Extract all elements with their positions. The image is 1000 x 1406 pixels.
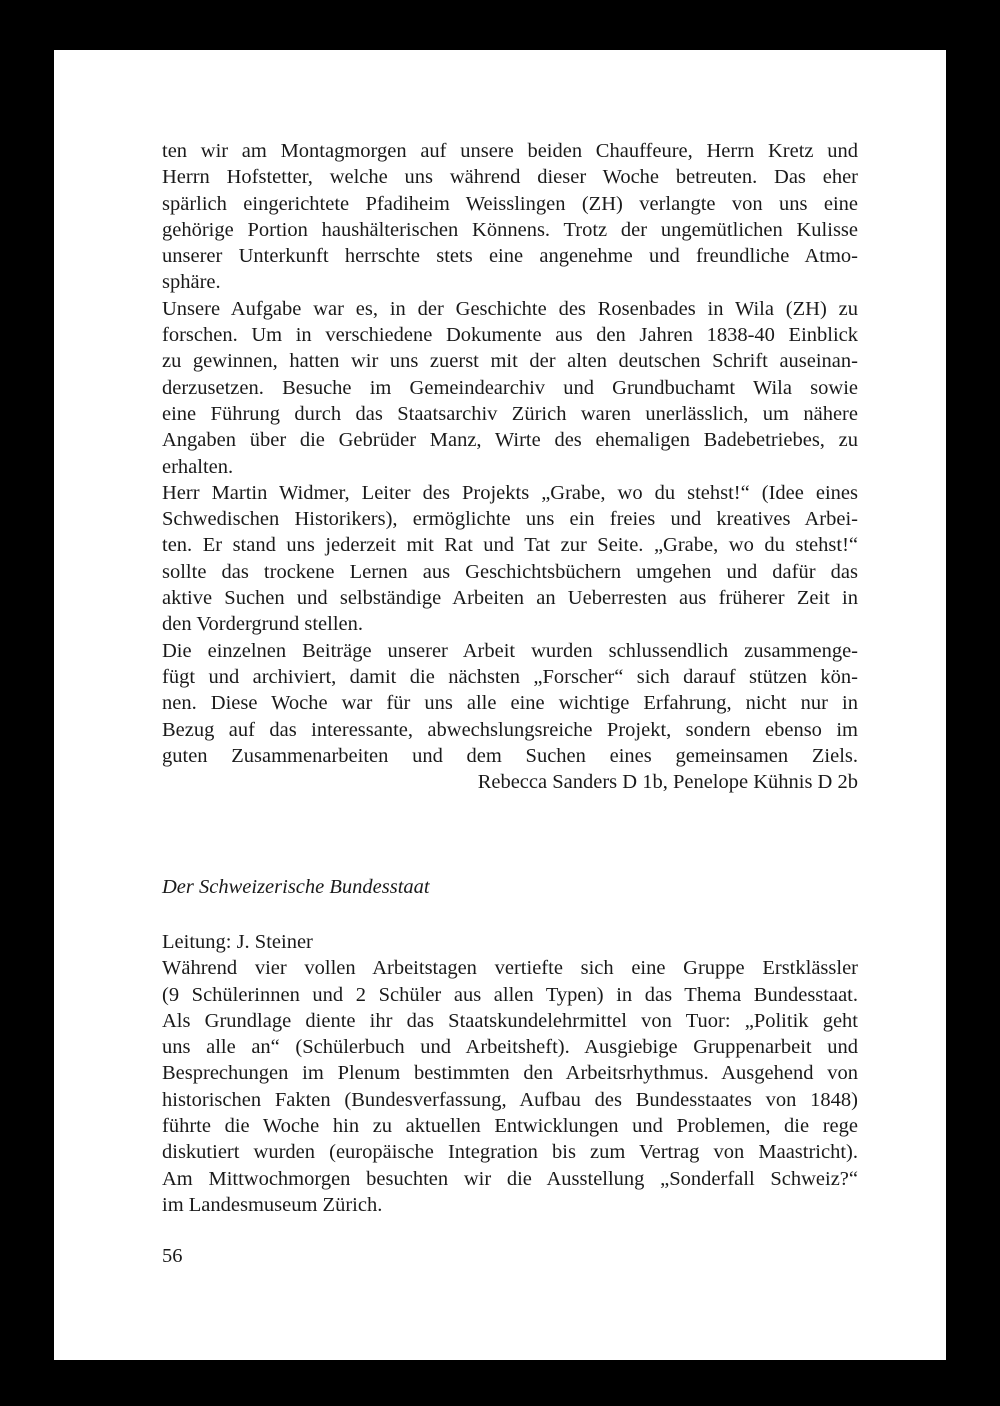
- text-line: Herrn Hofstetter, welche uns während dieser Woche betreuten. Das eher: [162, 166, 858, 189]
- text-line: erhalten.: [162, 455, 234, 478]
- article-body-rosenbad: [162, 138, 858, 795]
- text-line: ten wir am Montagmorgen auf unsere beiden Chauffeure, Herrn Kretz und: [162, 140, 858, 162]
- text-line: forschen. Um in verschiedene Dokumente aus den Jahren 1838-40 Einblick: [162, 324, 858, 347]
- text-line: Bezug auf das interessante, abwechslungsreiche Projekt, sondern ebenso im: [162, 718, 858, 741]
- text-line: diskutiert wurden (europäische Integration bis zum Vertrag von Maastricht).: [162, 1141, 858, 1164]
- text-line: fügt und archiviert, damit die nächsten „Forscher“ sich darauf stützen kön-: [162, 665, 858, 688]
- text-line: Unsere Aufgabe war es, in der Geschichte des Rosenbades in Wila (ZH) zu: [162, 297, 858, 320]
- section-title: Der Schweizerische Bundesstaat: [162, 876, 430, 898]
- text-line: nen. Diese Woche war für uns alle eine wichtige Erfahrung, nicht nur in: [162, 692, 858, 715]
- text-line: sphäre.: [162, 271, 221, 294]
- text-line: spärlich eingerichtete Pfadiheim Weisslingen (ZH) verlangte von uns eine: [162, 192, 858, 215]
- text-line: ten. Er stand uns jederzeit mit Rat und Tat zur Seite. „Grabe, wo du stehst!“: [162, 534, 858, 557]
- text-line: eine Führung durch das Staatsarchiv Zürich waren unerlässlich, um nähere: [162, 402, 858, 425]
- text-line: Besprechungen im Plenum bestimmten den Arbeitsrhythmus. Ausgehend von: [162, 1062, 858, 1085]
- text-line: aktive Suchen und selbständige Arbeiten an Ueberresten aus früherer Zeit in: [162, 587, 858, 610]
- text-line: Angaben über die Gebrüder Manz, Wirte des ehemaligen Badebetriebes, zu: [162, 429, 858, 452]
- author-signature: Rebecca Sanders D 1b, Penelope Kühnis D 2b: [477, 771, 858, 794]
- text-line: den Vordergrund stellen.: [162, 613, 363, 636]
- text-line: uns alle an“ (Schülerbuch und Arbeitsheft). Ausgiebige Gruppenarbeit und: [162, 1036, 858, 1059]
- text-line: Als Grundlage diente ihr das Staatskundelehrmittel von Tuor: „Politik geht: [162, 1009, 858, 1032]
- text-line: Schwedischen Historikers), ermöglichte uns ein freies und kreatives Arbei-: [162, 508, 858, 531]
- leader-line: Leitung: J. Steiner: [162, 931, 313, 953]
- text-line: sollte das trockene Lernen aus Geschichtsbüchern umgehen und dafür das: [162, 560, 858, 583]
- document-page: [54, 50, 946, 1360]
- text-line: historischen Fakten (Bundesverfassung, Aufbau des Bundesstaates von 1848): [162, 1088, 858, 1111]
- text-line: guten Zusammenarbeiten und dem Suchen eines gemeinsamen Ziels.: [162, 744, 858, 767]
- page-number: 56: [162, 1245, 183, 1267]
- text-line: Am Mittwochmorgen besuchten wir die Ausstellung „Sonderfall Schweiz?“: [162, 1167, 858, 1190]
- text-line: Die einzelnen Beiträge unserer Arbeit wurden schlussendlich zusammenge-: [162, 639, 858, 662]
- text-line: Herr Martin Widmer, Leiter des Projekts „Grabe, wo du stehst!“ (Idee eines: [162, 481, 858, 504]
- text-line: derzusetzen. Besuche im Gemeindearchiv und Grundbuchamt Wila sowie: [162, 376, 858, 399]
- text-line: unserer Unterkunft herrschte stets eine angenehme und freundliche Atmo-: [162, 245, 858, 268]
- text-line: im Landesmuseum Zürich.: [162, 1193, 383, 1216]
- text-line: gehörige Portion haushälterischen Könnens. Trotz der ungemütlichen Kulisse: [162, 218, 858, 241]
- article-body-bundesstaat: [162, 929, 858, 1218]
- text-line: führte die Woche hin zu aktuellen Entwicklungen und Problemen, die rege: [162, 1115, 858, 1138]
- text-line: (9 Schülerinnen und 2 Schüler aus allen Typen) in das Thema Bundesstaat.: [162, 983, 858, 1006]
- text-line: Während vier vollen Arbeitstagen vertiefte sich eine Gruppe Erstklässler: [162, 957, 858, 980]
- text-line: zu gewinnen, hatten wir uns zuerst mit der alten deutschen Schrift auseinan-: [162, 350, 858, 373]
